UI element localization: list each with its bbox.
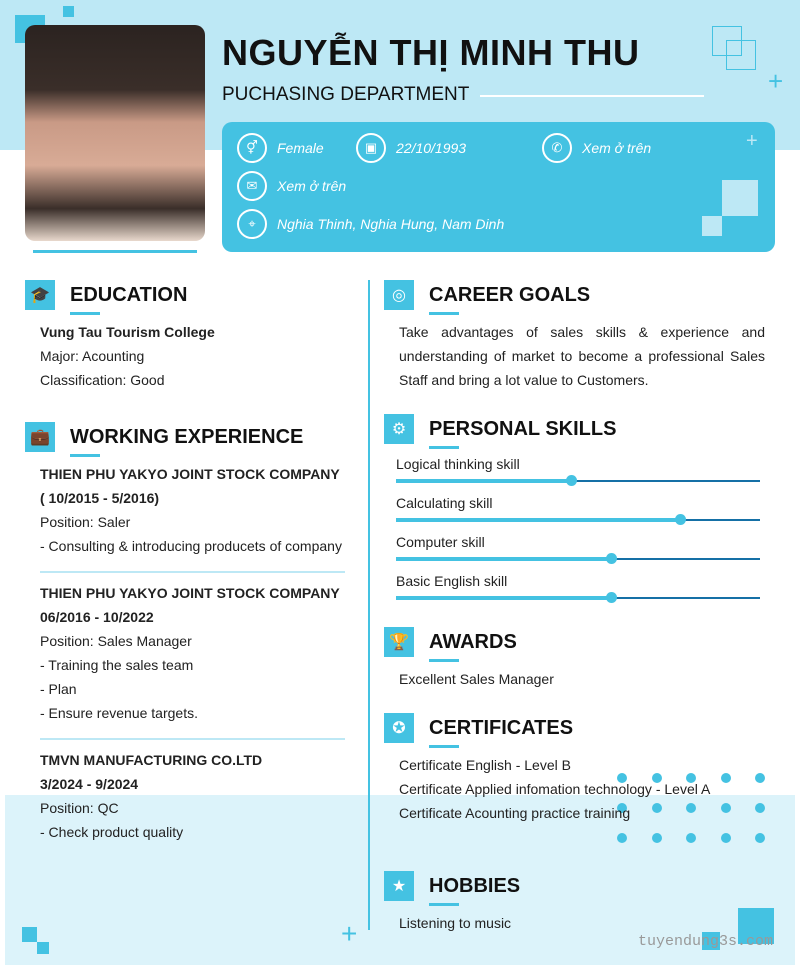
position: Position: QC <box>40 800 119 816</box>
skill-knob <box>606 592 617 603</box>
decor-dot <box>686 833 696 843</box>
duty: - Consulting & introducing producets of company <box>40 538 342 554</box>
position: Position: Saler <box>40 514 131 530</box>
decor-dot <box>686 803 696 813</box>
skill-item <box>396 495 760 521</box>
skill-fill <box>396 479 571 483</box>
skill-label: Logical thinking skill <box>396 456 520 472</box>
plus-icon: + <box>746 130 758 152</box>
duty: - Check product quality <box>40 824 184 840</box>
target-icon: ◎ <box>384 280 414 310</box>
address-value: Nghia Thinh, Nghia Hung, Nam Dinh <box>277 216 505 232</box>
section-title: AWARDS <box>429 630 517 653</box>
location-icon: ⌖ <box>237 209 267 239</box>
experience-header <box>25 422 303 452</box>
period: ( 10/2015 - 5/2016) <box>40 490 160 506</box>
award-item: Excellent Sales Manager <box>399 671 554 687</box>
decor-dot <box>721 773 731 783</box>
graduation-cap-icon: 🎓 <box>25 280 55 310</box>
gender-value: Female <box>277 140 324 156</box>
skill-label: Calculating skill <box>396 495 493 511</box>
skill-fill <box>396 518 680 522</box>
decor-square <box>63 6 74 17</box>
decor-dot <box>652 803 662 813</box>
decor-square <box>722 180 758 216</box>
skills-header <box>384 414 616 444</box>
position: Position: Sales Manager <box>40 633 192 649</box>
company: TMVN MANUFACTURING CO.LTD <box>40 752 263 768</box>
company: THIEN PHU YAKYO JOINT STOCK COMPANY <box>40 585 340 601</box>
full-name: NGUYỄN THỊ MINH THU <box>222 32 640 73</box>
skill-fill <box>396 596 611 600</box>
briefcase-icon: 💼 <box>25 422 55 452</box>
duty: - Training the sales team <box>40 657 194 673</box>
skill-slider <box>396 558 760 560</box>
column-divider <box>368 280 370 930</box>
major: Major: Acounting <box>40 348 145 364</box>
decor-dot <box>652 833 662 843</box>
divider <box>33 250 197 253</box>
hobby-item: Listening to music <box>399 915 512 931</box>
decor-dot <box>721 803 731 813</box>
skill-fill <box>396 557 611 561</box>
decor-square <box>702 216 722 236</box>
star-icon: ★ <box>384 871 414 901</box>
skill-knob <box>566 475 577 486</box>
section-title: HOBBIES <box>429 874 521 897</box>
skill-slider <box>396 480 760 482</box>
goals-header <box>384 280 590 310</box>
duty: - Plan <box>40 681 77 697</box>
certificate-item: Certificate English - Level B <box>399 757 571 773</box>
contact-card <box>222 122 775 252</box>
phone-icon: ✆ <box>542 133 572 163</box>
decor-dot <box>755 773 765 783</box>
decor-dot <box>755 833 765 843</box>
section-title: CERTIFICATES <box>429 716 574 739</box>
skill-item <box>396 534 760 560</box>
school: Vung Tau Tourism College <box>40 324 215 340</box>
address-item <box>237 209 504 239</box>
company: THIEN PHU YAKYO JOINT STOCK COMPANY <box>40 466 340 482</box>
decor-dot <box>617 833 627 843</box>
divider <box>40 571 345 573</box>
gender-icon: ⚥ <box>237 133 267 163</box>
watermark: tuyendung3s.com <box>638 933 774 950</box>
skill-slider <box>396 597 760 599</box>
phone-item <box>542 133 651 163</box>
plus-icon: + <box>768 66 784 96</box>
decor-square <box>37 942 49 954</box>
hobbies-header <box>384 871 520 901</box>
skill-slider <box>396 519 760 521</box>
decor-square-outline <box>726 40 756 70</box>
certificates-header <box>384 713 573 743</box>
birthday-item <box>356 133 466 163</box>
birthday-value: 22/10/1993 <box>396 140 467 156</box>
certificate-item: Certificate Applied infomation technology - Level A <box>399 781 711 797</box>
certificate-item: Certificate Acounting practice training <box>399 805 631 821</box>
email-item <box>237 171 346 201</box>
plus-icon: + <box>341 918 358 949</box>
phone-value: Xem ở trên <box>582 140 652 156</box>
period: 3/2024 - 9/2024 <box>40 776 139 792</box>
decor-dot <box>721 833 731 843</box>
gender-item <box>237 133 324 163</box>
department: PUCHASING DEPARTMENT <box>222 84 470 105</box>
education-header <box>25 280 187 310</box>
divider <box>40 738 345 740</box>
period: 06/2016 - 10/2022 <box>40 609 154 625</box>
decor-square <box>22 927 37 942</box>
skill-label: Basic English skill <box>396 573 508 589</box>
trophy-icon: 🏆 <box>384 627 414 657</box>
section-title: PERSONAL SKILLS <box>429 417 617 440</box>
email-value: Xem ở trên <box>277 178 347 194</box>
awards-header <box>384 627 517 657</box>
skill-label: Computer skill <box>396 534 485 550</box>
goals-text: Take advantages of sales skills & experience and understanding of market to become a professional Sales Staff and bring a lot value to Customers. <box>399 324 765 388</box>
classification: Classification: Good <box>40 372 165 388</box>
mail-icon: ✉ <box>237 171 267 201</box>
calendar-icon: ▣ <box>356 133 386 163</box>
skill-knob <box>606 553 617 564</box>
section-title: CAREER GOALS <box>429 283 591 306</box>
divider <box>480 95 704 97</box>
profile-photo <box>25 25 205 241</box>
decor-dot <box>755 803 765 813</box>
skill-knob <box>675 514 686 525</box>
skill-item <box>396 456 760 482</box>
gear-icon: ⚙ <box>384 414 414 444</box>
skill-item <box>396 573 760 599</box>
section-title: EDUCATION <box>70 283 188 306</box>
duty: - Ensure revenue targets. <box>40 705 198 721</box>
medal-icon: ✪ <box>384 713 414 743</box>
section-title: WORKING EXPERIENCE <box>70 425 304 448</box>
